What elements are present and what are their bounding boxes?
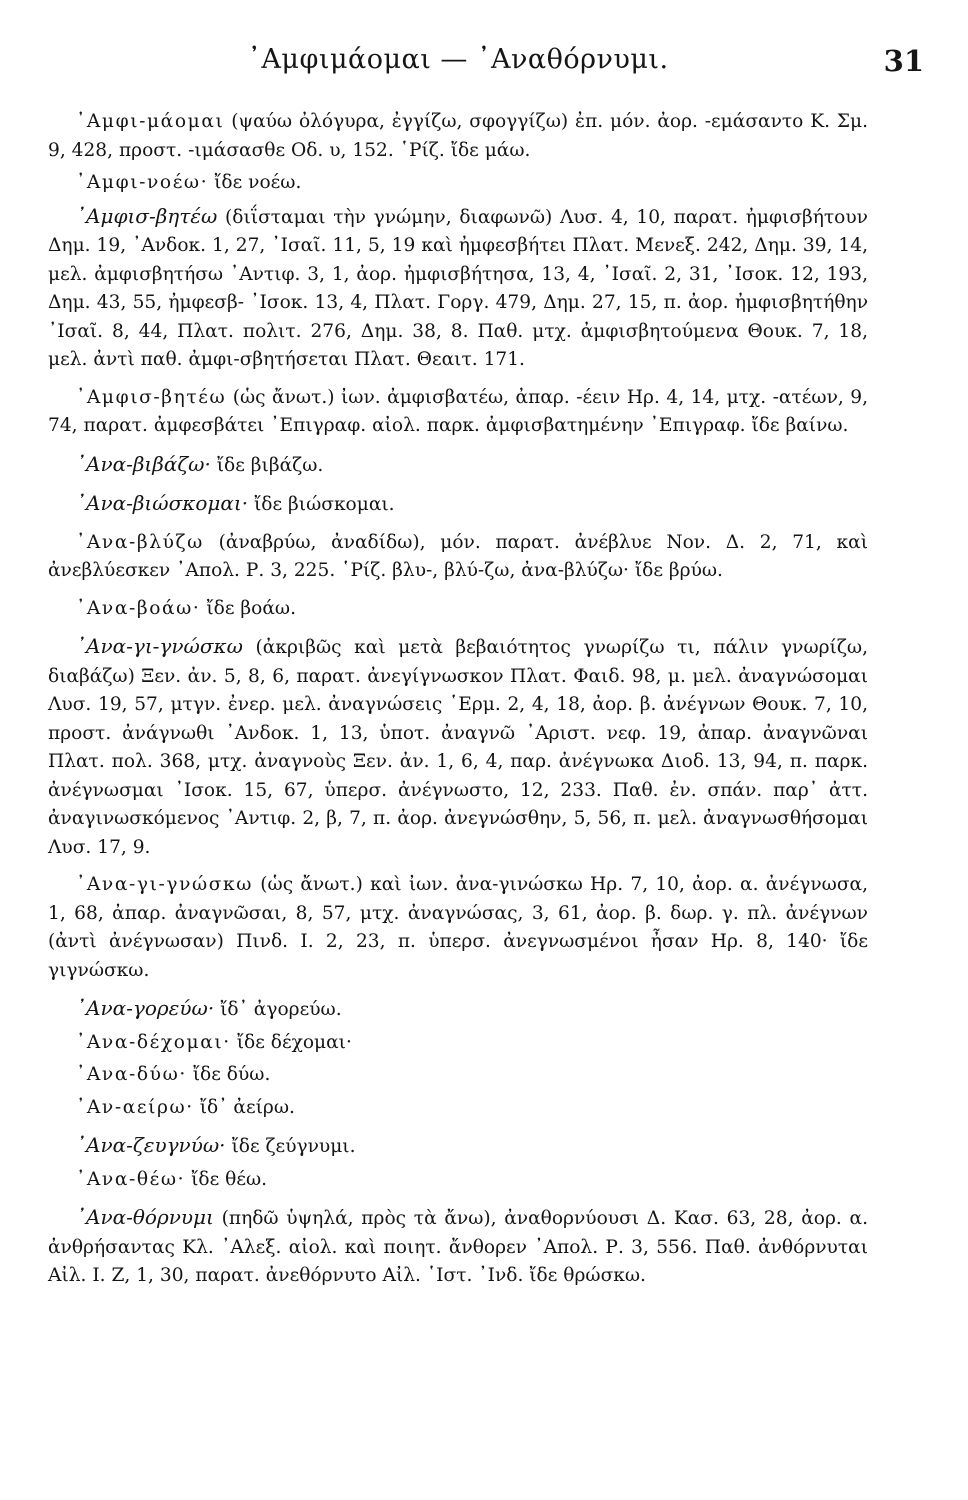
entry-lemma: ᾿Ανα-βιώσκομαι· (76, 491, 249, 515)
page-header (48, 44, 924, 90)
entry-lemma: ᾿Ανα-βιβάζω· (76, 451, 211, 476)
entry-text: (διΐσταμαι τὴν γνώμην, διαφωνῶ) Λυσ. 4, 10, παρατ. ἠμφισβήτουν Δημ. 19, ᾿Ανδοκ. 1, 27, ᾿Ισαῖ. 11, 5, 19 καὶ ἠμφεσβήτει Πλατ. Μενεξ. 242, Δημ. 39, 14, μελ. ἀμφισβητήσω ᾿Αντιφ. 3, 1, ἀορ. ἠμφισβήτησα, 13, 4, ᾿Ισαῖ. 2, 31, ᾿Ισοκ. 12, 193, Δημ. 43, 55, ἠμφεσβ- ᾿Ισοκ. 13, 4, Πλατ. Γοργ. 479, Δημ. 27, 15, π. ἀορ. ἠμφισβητήθην ᾿Ισαῖ. 8, 44, Πλατ. πολιτ. 276, Δημ. 38, 8. Παθ. μτχ. ἀμφισβητούμενα Θουκ. 7, 18, μελ. ἀντὶ παθ. ἀμφι-σβητήσεται Πλατ. Θεαιτ. 171. (48, 206, 868, 370)
dictionary-entry (48, 1094, 868, 1123)
entry-text: ἴδ᾿ ἀείρω. (199, 1096, 295, 1118)
dictionary-entry (48, 1131, 868, 1162)
dictionary-entry (48, 994, 868, 1025)
dictionary-entry (48, 384, 868, 441)
entry-text: ἴδε βιώσκομαι. (254, 494, 395, 515)
entry-lemma: ᾿Αμφισ-βητέω (76, 203, 218, 228)
entry-text: ἴδε θέω. (191, 1168, 268, 1190)
entry-lemma: ᾿Αν-αείρω· (76, 1096, 194, 1118)
running-head: ᾿Αμφιμάομαι — ᾿Αναθόρνυμι. (247, 44, 669, 75)
entry-lemma: ᾿Ανα-δέχομαι· (76, 1031, 231, 1053)
dictionary-entry (48, 169, 868, 198)
entry-text: (ἀναβρύω, ἀναδίδω), μόν. παρατ. ἀνέβλυε Νον. Δ. 2, 71, καὶ ἀνεβλύεσκεν ᾿Απολ. Ρ. 3, 225. ῾Ρίζ. βλυ-, βλύ-ζω, ἀνα-βλύζω· ἴδε βρύω. (48, 531, 868, 581)
dictionary-entry (48, 202, 868, 375)
dictionary-entry (48, 595, 868, 624)
entry-text: ἴδε βοάω. (206, 597, 296, 619)
dictionary-entry (48, 450, 868, 481)
entry-lemma: ᾿Ανα-βλύζω (76, 531, 204, 553)
entry-lemma: ᾿Ανα-ζευγνύω· (76, 1133, 226, 1157)
entry-lemma: ᾿Ανα-δύω· (76, 1064, 187, 1085)
page-number: 31 (883, 44, 924, 78)
entry-text: ἴδε δέχομαι· (236, 1031, 352, 1053)
entry-text: (ὡς ἄνωτ.) ἰων. ἀμφισβατέω, ἀπαρ. -έειν Ηρ. 4, 14, μτχ. -ατέων, 9, 74, παρατ. ἀμφεσβάτει ᾿Επιγραφ. αἰολ. παρκ. ἀμφισβατημένην ᾿Επιγραφ. ἴδε βαίνω. (48, 386, 868, 436)
entry-text: (ψαύω ὀλόγυρα, ἐγγίζω, σφογγίζω) ἐπ. μόν. ἀορ. -εμάσαντο Κ. Σμ. 9, 428, προστ. -ιμάσασθε Οδ. υ, 152. ῾Ρίζ. ἴδε μάω. (48, 111, 868, 161)
entry-lemma: ᾿Ανα-βοάω· (76, 597, 201, 619)
entry-text: (πηδῶ ὑψηλά, πρὸς τὰ ἄνω), ἀναθορνύουσι Δ. Κασ. 63, 28, ἀορ. α. ἀνθρήσαντας Κλ. ᾿Αλεξ. αἰολ. καὶ ποιητ. ἄνθορεν ᾿Απολ. Ρ. 3, 556. Παθ. ἀνθόρνυται Αἰλ. Ι. Ζ, 1, 30, παρατ. ἀνεθόρνυτο Αἰλ. ῾Ιστ. ᾿Ινδ. ἴδε θρώσκω. (48, 1208, 868, 1286)
dictionary-entry (48, 108, 868, 165)
entry-lemma: ᾿Ανα-γι-γνώσκω (76, 634, 243, 658)
entry-lemma: ᾿Αμφι-μάομαι (76, 111, 225, 132)
entry-text: (ἀκριβῶς καὶ μετὰ βεβαιότητος γνωρίζω τι, πάλιν γνωρίζω, διαβάζω) Ξεν. ἀν. 5, 8, 6, παρατ. ἀνεγίγνωσκον Πλατ. Φαιδ. 98, μ. μελ. ἀναγνώσομαι Λυσ. 19, 57, μτγν. ἐνερ. μελ. ἀναγνώσεις ῾Ερμ. 2, 4, 18, ἀορ. β. ἀνέγνων Θουκ. 7, 10, προστ. ἀνάγνωθι ᾿Ανδοκ. 1, 13, ὑποτ. ἀναγνῶ ᾿Αριστ. νεφ. 19, ἀπαρ. ἀναγνῶναι Πλατ. πολ. 368, μτχ. ἀναγνοὺς Ξεν. ἀν. 1, 6, 4, παρ. ἀνέγνωκα Διοδ. 13, 94, π. παρκ. ἀνέγνωσμαι ᾿Ισοκ. 15, 67, ὑπερσ. ἀνέγνωστο, 12, 233. Παθ. ἐν. σπάν. παρ᾿ ἀττ. ἀναγινωσκόμενος ᾿Αντιφ. 2, β, 7, π. ἀορ. ἀνεγνώσθην, 5, 56, π. μελ. ἀναγνωσθήσομαι Λυσ. 17, 9. (48, 637, 868, 858)
dictionary-entry (48, 632, 868, 862)
entry-lemma: ᾿Ανα-θόρνυμι (76, 1205, 214, 1229)
dictionary-entry (48, 1166, 868, 1195)
entry-text: ἴδε δύω. (192, 1064, 271, 1085)
entry-lemma: ᾿Αμφι-νοέω· (76, 172, 209, 193)
entry-lemma: ᾿Ανα-γορεύω· (76, 996, 215, 1020)
dictionary-entry (48, 529, 868, 586)
dictionary-entry (48, 1029, 868, 1058)
entry-text: ἴδ᾿ ἀγορεύω. (220, 999, 342, 1020)
entry-text: ἴδε βιβάζω. (216, 454, 324, 476)
dictionary-entry (48, 1061, 868, 1090)
entry-text: ἴδε νοέω. (214, 172, 302, 193)
entry-list (48, 108, 868, 1291)
dictionary-entry (48, 489, 868, 520)
entry-lemma: ᾿Ανα-θέω· (76, 1168, 186, 1190)
entry-text: ἴδε ζεύγνυμι. (231, 1136, 356, 1157)
dictionary-entry (48, 871, 868, 985)
dictionary-entry (48, 1203, 868, 1291)
entry-lemma: ᾿Ανα-γι-γνώσκω (76, 874, 254, 895)
entry-text: (ὡς ἄνωτ.) καὶ ἰων. ἀνα-γινώσκω Ηρ. 7, 10, ἀορ. α. ἀνέγνωσα, 1, 68, ἀπαρ. ἀναγνῶσαι, 8, 57, μτχ. ἀναγνώσας, 3, 61, ἀορ. β. δωρ. γ. πλ. ἀνέγνων (ἀντὶ ἀνέγνωσαν) Πινδ. Ι. 2, 23, π. ὑπερσ. ἀνεγνωσμένοι ἦσαν Ηρ. 8, 140· ἴδε γιγνώσκω. (48, 874, 868, 981)
entry-lemma: ᾿Αμφισ-βητέω (76, 386, 227, 408)
